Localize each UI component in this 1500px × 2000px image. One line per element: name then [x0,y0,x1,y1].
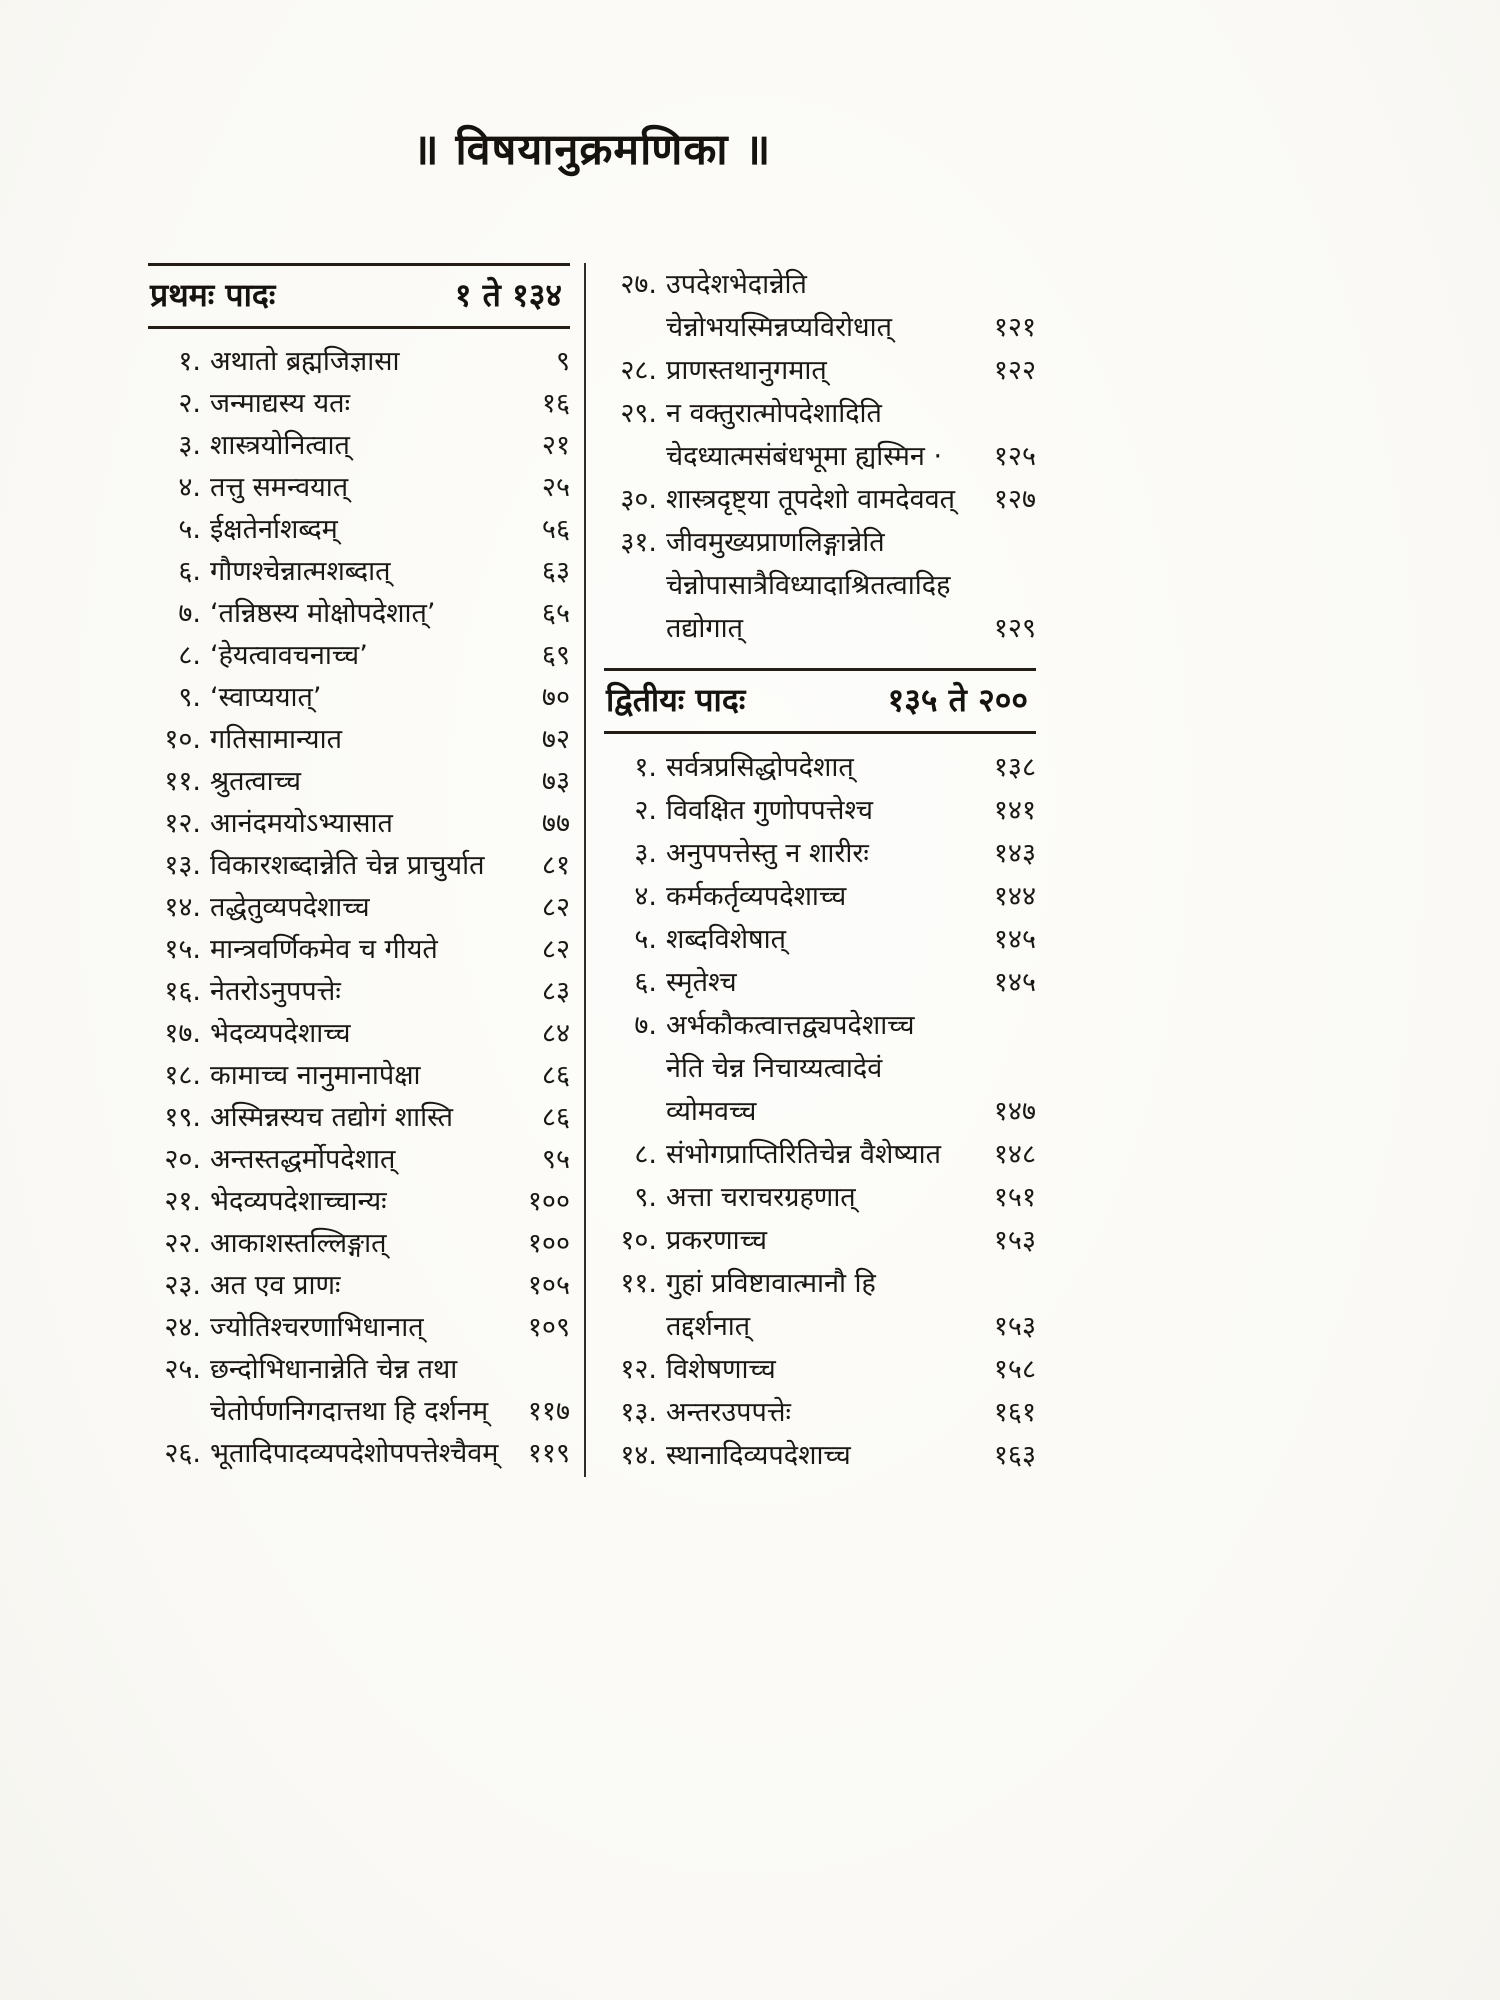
entry-number: १२. [164,808,201,839]
entry-title: तत्तु समन्वयात् [210,472,349,503]
toc-entry-line [148,509,570,551]
toc-entry [148,635,570,677]
toc-entry [148,467,570,509]
entry-title: अर्भकौकत्वात्तद्व्यपदेशाच्च [666,1010,915,1041]
entry-title: स्मृतेश्च [666,967,737,998]
toc-entry [148,341,570,383]
toc-entry-line [604,1219,1036,1262]
entry-title: कर्मकर्तृव्यपदेशाच्च [666,881,847,912]
entry-title: आकाशस्तल्लिङ्गात् [210,1228,387,1259]
toc-entry [604,1391,1036,1434]
toc-entry [604,263,1036,349]
toc-entry [604,789,1036,832]
toc-entry [604,521,1036,650]
toc-entry-line [604,349,1036,392]
entry-page-number: ८४ [541,1018,570,1049]
toc-entry-line [604,875,1036,918]
toc-entry-line [148,971,570,1013]
entry-number: १. [178,346,201,377]
toc-entry [148,719,570,761]
entry-title: भेदव्यपदेशाच्च [210,1018,351,1049]
entry-number: ८. [634,1139,657,1170]
entry-page-number: ८२ [541,892,570,923]
entry-page-number: १४८ [993,1139,1036,1170]
pada2-entry-list [604,746,1036,1477]
entry-page-number: १२१ [993,312,1036,343]
toc-entry-line [604,607,1036,650]
entry-number: २. [178,388,201,419]
entry-page-number: १४५ [993,967,1036,998]
entry-title: व्योमवच्च [666,1096,757,1127]
toc-entry [148,1181,570,1223]
toc-entry [604,1262,1036,1348]
toc-entry [148,383,570,425]
entry-page-number: ११७ [527,1396,570,1427]
toc-entry [148,929,570,971]
entry-title: जीवमुख्यप्राणलिङ्गान्नेति [666,527,885,558]
toc-entry-line [148,341,570,383]
entry-number: ८. [178,640,201,671]
entry-number: २८. [620,355,657,386]
entry-page-number: १५३ [993,1225,1036,1256]
toc-entry-line [148,719,570,761]
entry-title: जन्माद्यस्य यतः [210,388,351,419]
toc-entry-line [148,761,570,803]
toc-entry-line [148,593,570,635]
entry-number: १३. [620,1397,657,1428]
toc-entry-line [604,564,1036,607]
toc-entry [148,509,570,551]
entry-number: ४. [634,881,657,912]
toc-entry-line [604,1176,1036,1219]
toc-entry-line [148,1097,570,1139]
entry-number: ४. [178,472,201,503]
toc-entry [148,1223,570,1265]
entry-page-number: १२९ [993,613,1036,644]
toc-entry [604,392,1036,478]
entry-title: विकारशब्दान्नेति चेन्न प्राचुर्यात [210,850,485,881]
entry-title: अस्मिन्नस्यच तद्योगं शास्ति [210,1102,453,1133]
toc-entry [148,1139,570,1181]
pada1-page-range: १ ते १३४ [454,276,562,314]
toc-entry [604,349,1036,392]
table-of-contents [148,263,1036,1477]
toc-entry [148,887,570,929]
entry-number: १०. [164,724,201,755]
toc-entry-line [148,467,570,509]
entry-number: ६. [178,556,201,587]
toc-entry-line [148,1139,570,1181]
entry-number: २१. [164,1186,201,1217]
toc-entry [148,1097,570,1139]
toc-entry-line [604,1434,1036,1477]
toc-entry-line [604,1305,1036,1348]
toc-entry-line [148,1055,570,1097]
toc-entry-line [148,1349,570,1391]
entry-title: प्राणस्तथानुगमात् [666,355,827,386]
entry-page-number: २१ [541,430,570,461]
entry-number: १३. [164,850,201,881]
entry-page-number: ७७ [541,808,570,839]
pada1-entry-list [148,341,570,1475]
toc-entry-line [604,435,1036,478]
toc-entry-line [604,832,1036,875]
entry-page-number: १५८ [993,1354,1036,1385]
entry-title: तद्धेतुव्यपदेशाच्च [210,892,370,923]
entry-title: कामाच्च नानुमानापेक्षा [210,1060,421,1091]
toc-entry [604,1133,1036,1176]
left-column [148,263,586,1477]
entry-title: अत्ता चराचरग्रहणात् [666,1182,856,1213]
entry-number: १७. [164,1018,201,1049]
toc-entry [148,551,570,593]
toc-entry-line [148,1223,570,1265]
pada2-page-range: १३५ ते २०० [887,681,1028,719]
toc-entry [604,832,1036,875]
entry-page-number: ८६ [541,1102,570,1133]
entry-number: २०. [164,1144,201,1175]
entry-title: अथातो ब्रह्मजिज्ञासा [210,346,400,377]
toc-entry [148,845,570,887]
toc-entry-line [604,1047,1036,1090]
entry-number: ७. [634,1010,657,1041]
toc-entry-line [148,929,570,971]
entry-title: मान्त्रवर्णिकमेव च गीयते [210,934,438,965]
entry-page-number: ६३ [541,556,570,587]
entry-page-number: ८६ [541,1060,570,1091]
entry-title: श्रुतत्वाच्च [210,766,301,797]
entry-title: ईक्षतेर्नाशब्दम् [210,514,338,545]
toc-entry-line [604,392,1036,435]
entry-page-number: १४७ [993,1096,1036,1127]
toc-entry-line [148,635,570,677]
entry-number: ३. [634,838,657,869]
toc-entry-line [148,551,570,593]
toc-entry-line [148,803,570,845]
toc-entry [604,1219,1036,1262]
entry-number: १५. [164,934,201,965]
toc-entry [604,1004,1036,1133]
pada1-heading: प्रथमः पादः [150,276,276,314]
entry-title: चेतोर्पणनिगदात्तथा हि दर्शनम् [210,1396,489,1427]
entry-title: चेन्नोपासात्रैविध्यादाश्रितत्वादिह [666,570,951,601]
toc-entry-line [604,746,1036,789]
entry-number: २४. [164,1312,201,1343]
toc-entry-line [604,1391,1036,1434]
entry-title: सर्वत्रप्रसिद्धोपदेशात् [666,752,854,783]
entry-title: ‘हेयत्वावचनाच्च’ [210,640,368,671]
entry-number: २३. [164,1270,201,1301]
entry-title: अत एव प्राणः [210,1270,341,1301]
entry-page-number: ५६ [541,514,570,545]
toc-entry [148,971,570,1013]
entry-page-number: ७० [541,682,570,713]
toc-entry-line [148,1013,570,1055]
entry-title: छन्दोभिधानान्नेति चेन्न तथा [210,1354,458,1385]
entry-title: गौणश्चेन्नात्मशब्दात् [210,556,391,587]
entry-title: तद्योगात् [666,613,743,644]
entry-title: प्रकरणाच्च [666,1225,767,1256]
entry-page-number: ६५ [541,598,570,629]
entry-page-number: ७२ [541,724,570,755]
toc-entry-line [148,425,570,467]
toc-entry-line [148,383,570,425]
entry-number: ९. [178,682,201,713]
entry-number: ३१. [620,527,657,558]
toc-entry [148,761,570,803]
pada1-header [148,263,570,329]
entry-page-number: ८३ [541,976,570,1007]
entry-title: ‘तन्निष्ठस्य मोक्षोपदेशात्’ [210,598,436,629]
entry-title: आनंदमयोऽभ्यासात [210,808,393,839]
entry-page-number: १६३ [993,1440,1036,1471]
entry-number: ७. [178,598,201,629]
toc-entry [148,803,570,845]
toc-entry-line [148,845,570,887]
entry-title: शास्त्रयोनित्वात् [210,430,350,461]
entry-number: ११. [164,766,201,797]
toc-entry [604,918,1036,961]
toc-entry-line [604,306,1036,349]
entry-title: नेतरोऽनुपपत्तेः [210,976,341,1007]
entry-page-number: १०० [527,1228,570,1259]
entry-number: ९. [634,1182,657,1213]
entry-title: अन्तस्तद्धर्मोपदेशात् [210,1144,396,1175]
toc-entry [148,1055,570,1097]
entry-number: १२. [620,1354,657,1385]
toc-entry-line [604,1090,1036,1133]
entry-number: ५. [634,924,657,955]
entry-title: शास्त्रदृष्ट्या तूपदेशो वामदेववत् [666,484,956,515]
entry-page-number: १०९ [527,1312,570,1343]
entry-number: १४. [164,892,201,923]
entry-title: संभोगप्राप्तिरितिचेन्न वैशेष्यात [666,1139,942,1170]
toc-entry [148,1433,570,1475]
entry-number: २९. [620,398,657,429]
toc-entry [604,478,1036,521]
entry-title: भेदव्यपदेशाच्चान्यः [210,1186,387,1217]
entry-number: २७. [620,269,657,300]
entry-page-number: २५ [541,472,570,503]
toc-entry [604,961,1036,1004]
right-column [586,263,1036,1477]
entry-page-number: १५३ [993,1311,1036,1342]
toc-entry-line [148,1307,570,1349]
entry-number: ५. [178,514,201,545]
entry-number: २. [634,795,657,826]
entry-page-number: ९ [555,346,570,377]
entry-title: शब्दविशेषात् [666,924,787,955]
entry-title: अन्तरउपपत्तेः [666,1397,791,1428]
entry-page-number: १०५ [527,1270,570,1301]
toc-entry [148,425,570,467]
entry-number: २५. [164,1354,201,1385]
toc-entry-line [148,1433,570,1475]
toc-entry [148,1307,570,1349]
entry-page-number: १२५ [993,441,1036,472]
entry-title: अनुपपत्तेस्तु न शारीरः [666,838,869,869]
entry-number: १६. [164,976,201,1007]
toc-entry-line [604,1004,1036,1047]
entry-page-number: १२२ [993,355,1036,386]
toc-entry-line [604,478,1036,521]
entry-title: गुहां प्रविष्टावात्मानौ हि [666,1268,876,1299]
entry-page-number: १२७ [993,484,1036,515]
entry-number: १९. [164,1102,201,1133]
toc-entry-line [148,677,570,719]
entry-page-number: ९५ [541,1144,570,1175]
entry-title: तद्दर्शनात् [666,1311,751,1342]
toc-entry-line [604,521,1036,564]
entry-title: विशेषणाच्च [666,1354,776,1385]
toc-entry-line [148,1391,570,1433]
toc-entry [148,677,570,719]
entry-page-number: १४३ [993,838,1036,869]
toc-entry-line [604,263,1036,306]
entry-page-number: १४१ [993,795,1036,826]
entry-page-number: १६१ [993,1397,1036,1428]
entry-page-number: ११९ [527,1438,570,1469]
entry-title: गतिसामान्यात [210,724,342,755]
entry-page-number: ७३ [541,766,570,797]
entry-number: ३. [178,430,201,461]
pada1-continued-entry-list [604,263,1036,650]
entry-page-number: १४४ [993,881,1036,912]
entry-title: उपदेशभेदान्नेति [666,269,807,300]
toc-entry-line [604,918,1036,961]
entry-number: १४. [620,1440,657,1471]
entry-page-number: १०० [527,1186,570,1217]
entry-title: चेन्नोभयस्मिन्नप्यविरोधात् [666,312,893,343]
toc-entry-line [148,1265,570,1307]
toc-entry [148,1349,570,1433]
entry-title: चेदध्यात्मसंबंधभूमा ह्यस्मिन · [666,441,943,472]
entry-page-number: १६ [541,388,570,419]
entry-title: स्थानादिव्यपदेशाच्च [666,1440,851,1471]
toc-entry [604,746,1036,789]
toc-entry [604,1176,1036,1219]
entry-number: २६. [164,1438,201,1469]
entry-page-number: ८२ [541,934,570,965]
toc-entry-line [148,1181,570,1223]
toc-entry [604,1348,1036,1391]
toc-entry-line [148,887,570,929]
toc-entry-line [604,1262,1036,1305]
toc-entry [148,593,570,635]
entry-number: १. [634,752,657,783]
toc-entry-line [604,789,1036,832]
toc-entry [604,1434,1036,1477]
pada2-header [604,668,1036,734]
entry-number: ११. [620,1268,657,1299]
entry-title: भूतादिपादव्यपदेशोपपत्तेश्चैवम् [210,1438,499,1469]
entry-page-number: १३८ [993,752,1036,783]
entry-page-number: १५१ [993,1182,1036,1213]
toc-entry-line [604,1133,1036,1176]
entry-number: २२. [164,1228,201,1259]
entry-title: नेति चेन्न निचाय्यत्वादेवं [666,1053,883,1084]
entry-page-number: १४५ [993,924,1036,955]
entry-number: ३०. [620,484,657,515]
entry-page-number: ८१ [541,850,570,881]
entry-number: १८. [164,1060,201,1091]
entry-title: न वक्तुरात्मोपदेशादिति [666,398,882,429]
entry-title: ‘स्वाप्ययात्’ [210,682,322,713]
toc-entry [604,875,1036,918]
page-title: ॥ विषयानुक्रमणिका ॥ [412,125,772,175]
toc-entry [148,1265,570,1307]
entry-number: १०. [620,1225,657,1256]
toc-entry-line [604,1348,1036,1391]
entry-number: ६. [634,967,657,998]
entry-page-number: ६९ [541,640,570,671]
entry-title: ज्योतिश्चरणाभिधानात् [210,1312,424,1343]
toc-entry [148,1013,570,1055]
entry-title: विवक्षित गुणोपपत्तेश्च [666,795,874,826]
toc-entry-line [604,961,1036,1004]
pada2-heading: द्वितीयः पादः [606,681,746,719]
